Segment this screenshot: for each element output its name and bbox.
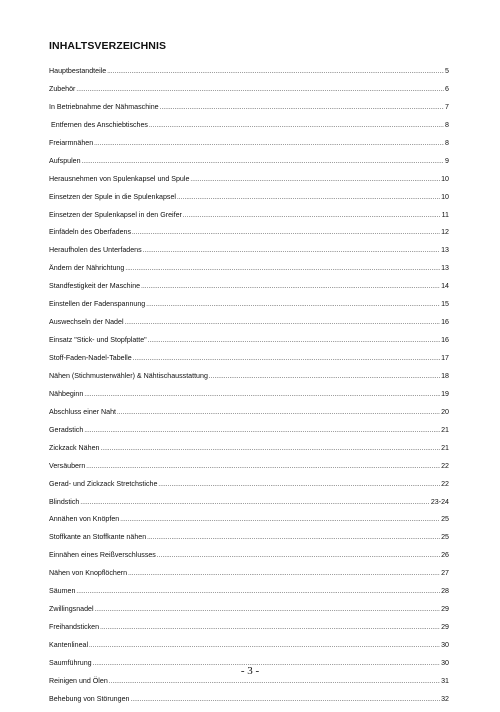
- toc-entry[interactable]: [49, 532, 449, 550]
- page-title: INHALTSVERZEICHNIS: [49, 40, 167, 52]
- toc-entry[interactable]: [49, 497, 449, 515]
- toc-entry-label: Nähbeginn: [49, 389, 84, 398]
- toc-entry-page: 11: [441, 210, 449, 219]
- toc-entry-label: Geradstich: [49, 425, 84, 434]
- toc-entry-label: Zwillingsnadel: [49, 605, 94, 614]
- table-of-contents: [49, 66, 449, 712]
- toc-entry[interactable]: [49, 514, 449, 532]
- toc-entry-page: 8: [445, 138, 449, 147]
- toc-entry[interactable]: [49, 550, 449, 568]
- toc-entry-page: 8: [445, 120, 449, 129]
- toc-entry[interactable]: [49, 407, 449, 425]
- dot-leader: [100, 623, 440, 633]
- toc-entry-page: 25: [441, 515, 449, 524]
- toc-entry-page: 12: [441, 228, 449, 237]
- toc-entry[interactable]: [49, 281, 449, 299]
- dot-leader: [107, 67, 444, 77]
- toc-entry-page: 27: [441, 569, 449, 578]
- toc-entry[interactable]: [49, 120, 449, 138]
- toc-entry-label: Herausnehmen von Spulenkapsel und Spule: [49, 174, 190, 183]
- toc-entry-page: 5: [445, 67, 449, 75]
- toc-entry[interactable]: [49, 317, 449, 335]
- toc-entry[interactable]: [49, 335, 449, 353]
- toc-entry-label: Blindstich: [49, 497, 80, 506]
- dot-leader: [160, 103, 444, 113]
- dot-leader: [89, 641, 440, 651]
- toc-entry-page: 29: [441, 605, 449, 614]
- dot-leader: [117, 408, 440, 418]
- dot-leader: [130, 695, 440, 705]
- toc-entry[interactable]: [49, 640, 449, 658]
- toc-entry[interactable]: [49, 371, 449, 389]
- toc-entry-label: Einfädeln des Oberfadens: [49, 228, 132, 237]
- toc-entry-page: 25: [441, 533, 449, 542]
- toc-entry-label: Kantenlineal: [49, 641, 89, 649]
- dot-leader: [128, 569, 440, 579]
- toc-entry[interactable]: [49, 443, 449, 461]
- toc-entry-page: 14: [441, 282, 449, 291]
- toc-entry[interactable]: [49, 84, 449, 102]
- toc-entry-label: Säumen: [49, 587, 76, 596]
- dot-leader: [80, 498, 429, 508]
- toc-entry-label: Hauptbestandteile: [49, 67, 107, 75]
- dot-leader: [76, 587, 440, 597]
- dot-leader: [209, 372, 440, 382]
- toc-entry-page: 21: [441, 425, 449, 434]
- toc-entry-page: 30: [441, 658, 449, 667]
- toc-entry-label: Einsetzen der Spulenkapsel in den Greifer: [49, 210, 182, 219]
- toc-entry[interactable]: [49, 227, 449, 245]
- toc-entry-page: 21: [441, 443, 449, 452]
- toc-entry[interactable]: [49, 263, 449, 281]
- toc-entry-page: 9: [445, 156, 449, 165]
- dot-leader: [148, 336, 440, 346]
- toc-entry[interactable]: [49, 389, 449, 407]
- toc-entry-page: 28: [441, 587, 449, 596]
- toc-entry[interactable]: [49, 174, 449, 192]
- toc-entry-label: Aufspulen: [49, 156, 81, 165]
- dot-leader: [183, 211, 441, 221]
- dot-leader: [120, 515, 440, 525]
- toc-entry-label: Einsetzen der Spule in die Spulenkapsel: [49, 192, 176, 201]
- dot-leader: [147, 533, 440, 543]
- toc-entry-label: Versäubern: [49, 461, 86, 470]
- dot-leader: [94, 139, 444, 149]
- dot-leader: [100, 444, 440, 454]
- toc-entry[interactable]: [49, 353, 449, 371]
- toc-entry-page: 22: [441, 461, 449, 470]
- toc-entry[interactable]: [49, 66, 449, 84]
- toc-entry[interactable]: [49, 604, 449, 622]
- toc-entry-page: 13: [441, 264, 449, 273]
- toc-entry-label: Stoff-Faden-Nadel-Tabelle: [49, 354, 132, 362]
- toc-entry[interactable]: [49, 138, 449, 156]
- toc-entry-label: Zubehör: [49, 84, 76, 93]
- toc-entry-page: 31: [441, 676, 449, 685]
- dot-leader: [76, 85, 444, 95]
- toc-entry[interactable]: [49, 479, 449, 497]
- toc-entry[interactable]: [49, 192, 449, 210]
- dot-leader: [177, 193, 440, 203]
- toc-entry-label: Stoffkante an Stoffkante nähen: [49, 533, 147, 542]
- dot-leader: [158, 480, 440, 490]
- toc-entry-page: 26: [441, 551, 449, 560]
- dot-leader: [143, 246, 440, 256]
- toc-entry-page: 16: [441, 336, 449, 345]
- toc-entry-label: Ändern der Nährichtung: [49, 264, 125, 273]
- toc-entry-page: 10: [441, 192, 449, 201]
- dot-leader: [157, 551, 440, 561]
- toc-entry[interactable]: [49, 461, 449, 479]
- toc-entry-page: 10: [441, 174, 449, 183]
- dot-leader: [109, 677, 440, 687]
- toc-entry[interactable]: [49, 694, 449, 712]
- toc-entry-label: Nähen (Stichmusterwähler) & Nähtischausstattung: [49, 371, 208, 380]
- toc-entry-label: Gerad- und Zickzack Stretchstiche: [49, 479, 158, 488]
- dot-leader: [190, 175, 440, 185]
- toc-entry-page: 6: [445, 84, 449, 93]
- toc-entry-page: 16: [441, 318, 449, 327]
- toc-entry[interactable]: [49, 586, 449, 604]
- toc-entry-label: Einnähen eines Reißverschlusses: [49, 551, 156, 560]
- toc-entry-label: In Betriebnahme der Nähmaschine: [49, 102, 159, 111]
- dot-leader: [95, 605, 441, 615]
- toc-entry-page: 22: [441, 479, 449, 488]
- toc-entry-page: 13: [441, 246, 449, 255]
- toc-entry[interactable]: [49, 210, 449, 228]
- dot-leader: [86, 462, 440, 472]
- toc-entry-label: Nähen von Knopflöchern: [49, 569, 128, 578]
- toc-entry-page: 19: [441, 389, 449, 398]
- toc-entry-label: Freihandsticken: [49, 623, 100, 632]
- toc-entry[interactable]: [49, 299, 449, 317]
- toc-entry-label: Abschluss einer Naht: [49, 407, 117, 416]
- toc-entry[interactable]: [49, 156, 449, 174]
- toc-entry-page: 18: [441, 371, 449, 380]
- toc-entry-page: 15: [441, 300, 449, 309]
- toc-entry-page: 29: [441, 623, 449, 632]
- toc-entry-page: 30: [441, 641, 449, 649]
- toc-entry[interactable]: [49, 676, 449, 694]
- toc-entry-label: Behebung von Störungen: [49, 694, 130, 703]
- dot-leader: [125, 318, 441, 328]
- toc-entry[interactable]: [49, 622, 449, 640]
- dot-leader: [84, 426, 440, 436]
- toc-entry-label: Auswechseln der Nadel: [49, 318, 124, 327]
- toc-entry[interactable]: [49, 102, 449, 120]
- toc-entry-label: Reinigen und Ölen: [49, 676, 108, 685]
- dot-leader: [133, 354, 440, 364]
- dot-leader: [82, 157, 444, 167]
- toc-entry-page: 17: [441, 354, 449, 362]
- toc-entry[interactable]: [49, 245, 449, 263]
- toc-entry-page: 32: [441, 694, 449, 703]
- toc-entry-label: Standfestigkeit der Maschine: [49, 282, 141, 291]
- toc-entry-label: Saumführung: [49, 658, 92, 667]
- toc-entry-label: Zickzack Nähen: [49, 443, 100, 452]
- dot-leader: [146, 300, 440, 310]
- dot-leader: [132, 228, 440, 238]
- dot-leader: [141, 282, 440, 292]
- dot-leader: [125, 264, 440, 274]
- toc-entry-label: Entfernen des Anschiebtisches: [49, 120, 148, 129]
- toc-entry[interactable]: [49, 425, 449, 443]
- toc-entry-label: Freiarmnähen: [49, 138, 94, 147]
- toc-entry-label: Einstellen der Fadenspannung: [49, 300, 146, 309]
- toc-entry-page: 23-24: [430, 497, 449, 506]
- page-number: - 3 -: [240, 665, 260, 677]
- dot-leader: [84, 390, 440, 400]
- toc-entry-page: 20: [441, 407, 449, 416]
- toc-entry-label: Einsatz "Stick- und Stopfplatte": [49, 336, 147, 345]
- dot-leader: [149, 121, 444, 131]
- toc-entry-label: Heraufholen des Unterfadens: [49, 246, 142, 255]
- toc-entry-page: 7: [445, 102, 449, 111]
- toc-entry[interactable]: [49, 568, 449, 586]
- toc-entry-label: Annähen von Knöpfen: [49, 515, 120, 524]
